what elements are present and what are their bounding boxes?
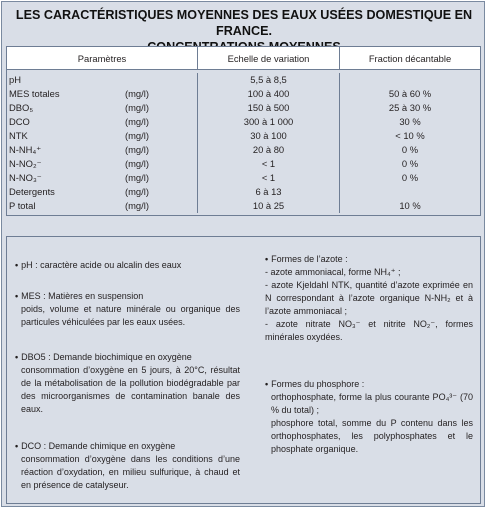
bullet-icon: • <box>15 441 19 451</box>
param-unit: (mg/l) <box>125 172 149 184</box>
fraction-cell <box>340 73 480 87</box>
bullet-icon: • <box>15 291 19 301</box>
fraction-cell: 0 % <box>401 144 419 156</box>
bullet-icon: • <box>265 379 269 389</box>
note-mes-text: poids, volume et nature minérale ou organique des particules véhiculées par les eaux usées. <box>21 304 240 327</box>
range-cell: 6 à 13 <box>255 186 282 198</box>
param-unit: (mg/l) <box>125 158 149 170</box>
range-cell: < 1 <box>261 158 276 170</box>
param-name: N-NO₂⁻ <box>9 158 42 170</box>
note-phosphore-text1: orthophosphate, forme la plus courante PO₄³⁻ (70 % du total) ; <box>271 392 473 415</box>
param-name: DCO <box>9 116 30 128</box>
range-cell: 150 à 500 <box>247 102 290 114</box>
table-header <box>7 47 480 70</box>
note-azote-head: Formes de l’azote : <box>271 254 348 264</box>
note-dbo <box>15 351 240 416</box>
note-phosphore-head: Formes du phosphore : <box>271 379 365 389</box>
param-name: DBO₅ <box>9 102 34 114</box>
param-unit: (mg/l) <box>125 130 149 142</box>
note-azote <box>265 253 473 344</box>
table-row <box>7 129 197 143</box>
note-mes <box>15 290 240 329</box>
range-cell: < 1 <box>261 172 276 184</box>
range-cell: 20 à 80 <box>252 144 285 156</box>
table-row <box>7 171 197 185</box>
table-row <box>7 101 197 115</box>
fraction-column <box>339 73 480 213</box>
note-azote-item: - azote Kjeldahl NTK, quantité d’azote exprimée en N correspondant à l’azote organique N-NH₂ et à l’azote ammoniacal ; <box>265 280 473 316</box>
param-name: Detergents <box>9 186 55 198</box>
note-ph <box>15 259 240 272</box>
param-unit: (mg/l) <box>125 144 149 156</box>
param-unit: (mg/l) <box>125 116 149 128</box>
title-line-1: LES CARACTÉRISTIQUES MOYENNES DES EAUX USÉES DOMESTIQUE EN FRANCE. <box>15 8 473 38</box>
table-row <box>7 185 197 199</box>
note-phosphore-text2: phosphore total, somme du P contenu dans les orthophosphates, les polyphosphates et le phosphate organique. <box>271 418 473 454</box>
table-row <box>7 143 197 157</box>
header-fraction: Fraction décantable <box>339 47 480 69</box>
definitions-panel <box>6 236 481 504</box>
table-row <box>7 199 197 213</box>
note-dco-head: DCO : Demande chimique en oxygène <box>21 441 176 451</box>
param-unit: (mg/l) <box>125 102 149 114</box>
fraction-cell: 10 % <box>399 200 421 212</box>
document-panel <box>1 1 485 507</box>
param-column <box>7 73 197 213</box>
param-name: NTK <box>9 130 28 142</box>
note-dco-text: consommation d’oxygène dans les conditions d’une réaction d’oxydation, en milieu sulfurique, à chaud et en présence de catalyseur. <box>21 454 240 490</box>
note-dbo-head: DBO5 : Demande biochimique en oxygène <box>21 352 192 362</box>
note-dco <box>15 440 240 492</box>
param-name: N-NO₃⁻ <box>9 172 42 184</box>
range-cell: 5,5 à 8,5 <box>250 74 287 85</box>
table-body <box>7 70 480 215</box>
bullet-icon: • <box>15 260 19 270</box>
range-cell: 10 à 25 <box>252 200 285 212</box>
header-echelle: Echelle de variation <box>197 47 339 69</box>
range-cell: 300 à 1 000 <box>243 116 294 128</box>
fraction-cell: 25 à 30 % <box>388 102 432 114</box>
bullet-icon: • <box>265 254 269 264</box>
bullet-icon: • <box>15 352 19 362</box>
range-cell: 30 à 100 <box>250 130 287 142</box>
note-azote-item: - azote nitrate NO₃⁻ et nitrite NO₂⁻, formes minérales oxydées. <box>265 319 473 342</box>
fraction-cell: 0 % <box>401 158 419 170</box>
note-mes-head: MES : Matières en suspension <box>21 291 144 301</box>
note-azote-item: - azote ammoniacal, forme NH₄⁺ ; <box>265 267 401 277</box>
table-row <box>7 87 197 101</box>
note-dbo-text: consommation d’oxygène en 5 jours, à 20°C, résultat de la métabolisation de la pollution biodégradable par des microorganismes de contamination banale des eaux. <box>21 365 240 414</box>
characteristics-table <box>6 46 481 216</box>
fraction-cell: < 10 % <box>395 130 425 142</box>
param-name: P total <box>9 200 36 212</box>
range-cell: 100 à 400 <box>247 88 290 100</box>
table-row <box>7 157 197 171</box>
fraction-cell: 30 % <box>399 116 421 128</box>
range-column <box>197 73 339 213</box>
param-name: N-NH₄⁺ <box>9 144 42 156</box>
header-parametres: Paramètres <box>77 52 127 64</box>
fraction-cell <box>340 185 480 199</box>
fraction-cell: 0 % <box>401 172 419 184</box>
param-name: MES totales <box>9 88 60 100</box>
param-unit: (mg/l) <box>125 88 149 100</box>
note-ph-head: pH : caractère acide ou alcalin des eaux <box>21 260 182 270</box>
param-name: pH <box>9 74 21 85</box>
table-row <box>7 115 197 129</box>
table-row <box>7 73 197 87</box>
note-phosphore <box>265 378 473 456</box>
param-unit: (mg/l) <box>125 200 149 212</box>
param-unit: (mg/l) <box>125 186 149 198</box>
fraction-cell: 50 à 60 % <box>388 88 432 100</box>
